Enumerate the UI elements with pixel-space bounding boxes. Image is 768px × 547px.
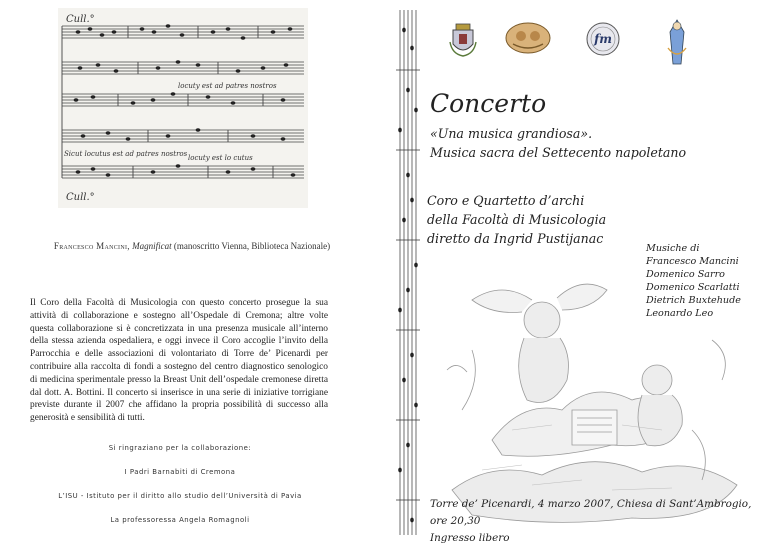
fm-logo-text: fm <box>594 32 612 46</box>
admission-note: Ingresso libero <box>430 532 510 544</box>
composer-item: Dietrich Buxtehude <box>646 295 741 306</box>
municipality-crest-icon <box>448 22 478 58</box>
venue-date-time: Torre de’ Picenardi, 4 marzo 2007, Chiesa di Sant’Ambrogio, ore 20,30 <box>430 498 752 527</box>
manuscript-marking-top: Cull.° <box>66 14 95 25</box>
manuscript-lyrics-row1: locuty est ad patres nostros <box>178 82 277 90</box>
performers-line: diretto da Ingrid Pustijanac <box>427 231 604 246</box>
acknowledgements <box>30 444 330 540</box>
acknowledgements-heading: Si ringraziano per la collaborazione: <box>108 444 252 452</box>
concert-subtitle <box>430 124 686 162</box>
musicology-faculty-logo-icon <box>584 22 622 56</box>
performers-line: Coro e Quartetto d’archi <box>427 193 585 208</box>
performers <box>427 191 606 248</box>
composers-heading: Musiche di <box>646 243 700 254</box>
madonna-logo-icon <box>664 18 690 68</box>
manuscript-lyrics-row3: locuty est lo cutus <box>188 154 253 162</box>
subtitle-line: «Una musica grandiosa». <box>430 126 593 141</box>
manuscript-image <box>58 8 308 208</box>
caption-author: Francesco Mancini, <box>53 241 130 251</box>
performers-line: della Facoltà di Musicologia <box>427 212 607 227</box>
event-details <box>430 496 768 547</box>
caption-work: Magnificat <box>132 241 172 251</box>
subtitle-line: Musica sacra del Settecento napoletano <box>430 145 687 160</box>
composer-item: Leonardo Leo <box>646 308 714 319</box>
manuscript-lyrics-row2: Sicut locutus est ad patres nostros <box>64 150 188 158</box>
acknowledgement-item: La professoressa Angela Romagnoli <box>110 516 250 524</box>
acknowledgement-item: I Padri Barnabiti di Cremona <box>124 468 236 476</box>
manuscript-marking-bottom: Cull.° <box>66 192 95 203</box>
cherubs-logo-icon <box>505 22 551 54</box>
image-caption <box>0 241 384 251</box>
composer-item: Francesco Mancini <box>646 256 739 267</box>
composers-list <box>646 242 741 320</box>
concert-title: Concerto <box>430 89 547 118</box>
caption-source: (manoscritto Vienna, Biblioteca Nazionale) <box>173 241 331 251</box>
left-panel <box>0 0 384 543</box>
composer-item: Domenico Sarro <box>646 269 725 280</box>
acknowledgement-item: L’ISU - Istituto per il diritto allo studio dell’Università di Pavia <box>58 492 302 500</box>
intro-paragraph: Il Coro della Facoltà di Musicologia con questo concerto prosegue la sua attività di collaborazione e sostegno all’Ospedale di Cremona; altre volte questa collaborazione si è concretizzata in una presenza musicale all’interno della stessa azienda ospedaliera, e oggi invece il Coro accoglie l’invito della Parrocchia e delle associazioni di volontariato di Torre de’ Picenardi per contribuire alla raccolta di fondi a sostegno del centro diagnostico senologico di medicina sperimentale presso la Breast Unit dell’ospedale cremonese diretta dal dott. A. Bottini. Il concerto si inserisce in una serie di iniziative torrigiane previste durante il 2007 che affidano la propria possibilità di successo alla generosità e sensibilità di tutti. <box>30 298 328 424</box>
composer-item: Domenico Scarlatti <box>646 282 740 293</box>
manuscript-staff-strip <box>394 10 424 535</box>
